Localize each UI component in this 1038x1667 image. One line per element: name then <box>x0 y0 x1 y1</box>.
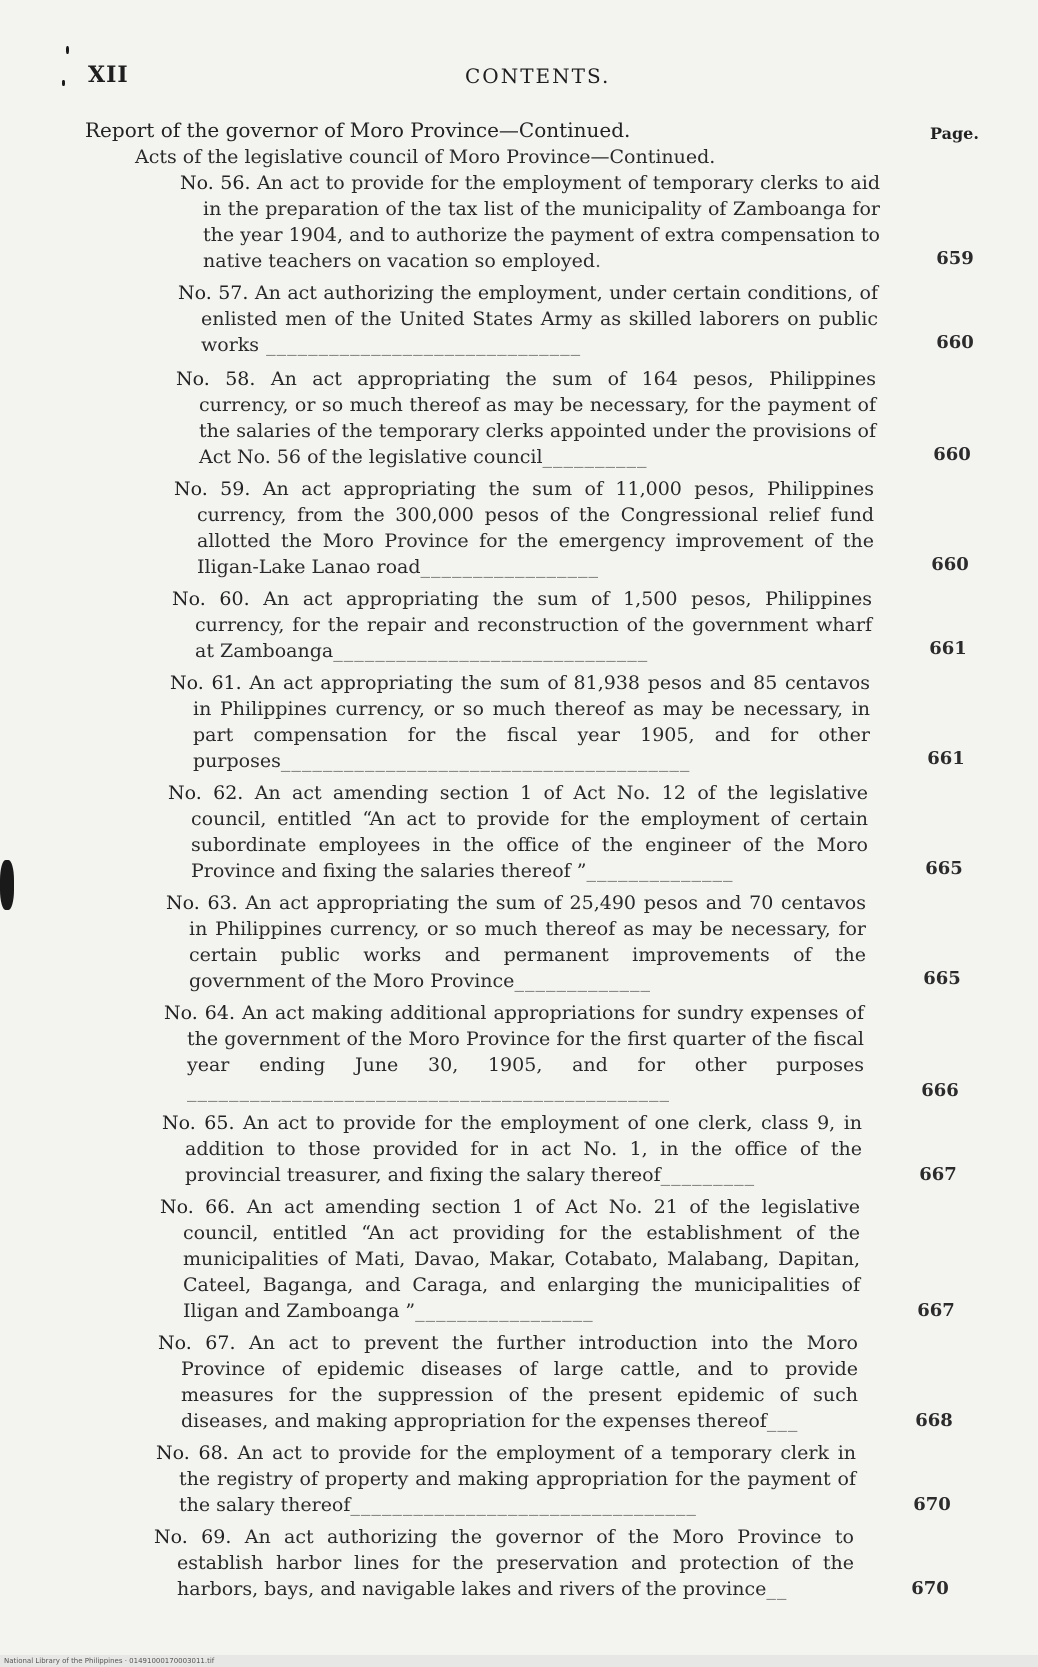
entry-number: No. 59. <box>174 478 251 500</box>
contents-entry <box>158 1330 858 1434</box>
dot-leader: __________ <box>542 446 648 468</box>
entry-text: An act appropriating the sum of 81,938 pesos and 85 centavos in Philippines currency, or so much thereof as may be necessary, in part compensation for the fiscal year 1905, and for other purposes <box>193 672 870 772</box>
entry-number: No. 63. <box>166 892 238 914</box>
entry-number: No. 61. <box>170 672 242 694</box>
entry-number: No. 66. <box>160 1196 236 1218</box>
section-title: Report of the governor of Moro Province—Continued. <box>85 118 631 142</box>
entry-text: An act appropriating the sum of 164 pesos, Philippines currency, or so much thereof as may be necessary, for the payment of the salaries of the temporary clerks appointed under the provisions of Act No. 56 of the legislative council <box>199 368 876 468</box>
entry-text: An act appropriating the sum of 1,500 pesos, Philippines currency, for the repair and reconstruction of the government wharf at Zamboanga <box>195 588 872 662</box>
entry-number: No. 64. <box>164 1002 235 1024</box>
entry-page: 665 <box>923 968 961 989</box>
entry-number: No. 60. <box>172 588 250 610</box>
contents-entry <box>168 780 868 884</box>
entry-text: An act to provide for the employment of a temporary clerk in the registry of property and making appropriation for the payment of the salary thereof <box>179 1442 857 1516</box>
dot-leader: __ <box>766 1578 788 1600</box>
contents-entry <box>172 586 872 664</box>
entry-page: 666 <box>921 1080 959 1101</box>
dot-leader: . <box>594 250 603 272</box>
entry-page: 660 <box>933 444 971 465</box>
contents-entry <box>164 1000 864 1104</box>
scan-speck <box>66 46 69 54</box>
dot-leader: ______________________________ <box>259 334 582 356</box>
entry-text: An act to prevent the further introduction into the Moro Province of epidemic diseases of large cattle, and to provide measures for the suppression of the present epidemic of such diseases, and making appropriation for the expenses thereof <box>181 1332 858 1432</box>
contents-entry <box>162 1110 862 1188</box>
dot-leader: ______________________________ <box>333 640 649 662</box>
entry-number: No. 65. <box>162 1112 235 1134</box>
entry-number: No. 58. <box>176 368 256 390</box>
dot-leader: _________________ <box>420 556 600 578</box>
subsection-title: Acts of the legislative council of Moro Province—Continued. <box>135 146 716 168</box>
entry-page: 667 <box>917 1300 955 1321</box>
entry-page: 668 <box>915 1410 953 1431</box>
running-head: CONTENTS. <box>465 64 611 88</box>
dot-leader: ___ <box>766 1410 799 1432</box>
dot-leader: _________________ <box>415 1300 594 1322</box>
entry-text: An act appropriating the sum of 11,000 pesos, Philippines currency, from the 300,000 pesos of the Congressional relief fund allotted the Moro Province for the emergency improvement of the Iligan-Lake Lanao road <box>197 478 874 578</box>
contents-entry <box>166 890 866 994</box>
page-header <box>80 58 980 98</box>
page-column-label: Page. <box>930 124 979 143</box>
contents-entry <box>156 1440 856 1518</box>
contents-entry <box>176 366 876 470</box>
entry-text: An act authorizing the employment, under certain conditions, of enlisted men of the United States Army as skilled laborers on public works <box>201 282 879 356</box>
contents-entry <box>160 1194 860 1324</box>
entry-text: An act to provide for the employment of one clerk, class 9, in addition to those provided for in act No. 1, in the office of the provincial treasurer, and fixing the salary thereof <box>185 1112 863 1186</box>
entry-number: No. 68. <box>156 1442 229 1464</box>
entry-page: 670 <box>913 1494 951 1515</box>
scan-speck <box>62 80 65 86</box>
dot-leader: ______________ <box>586 860 734 882</box>
dot-leader: _____________ <box>514 970 651 992</box>
entry-page: 665 <box>925 858 963 879</box>
entry-text: An act making additional appropriations for sundry expenses of the government of the Moro Province for the first quarter of the fiscal year ending June 30, 1905, and for other purposes <box>187 1002 864 1076</box>
contents-entry <box>174 476 874 580</box>
entry-number: No. 62. <box>168 782 244 804</box>
scan-source-strip: National Library of the Philippines · 01491000170003011.tif <box>0 1655 1038 1667</box>
entry-page: 661 <box>927 748 965 769</box>
entry-number: No. 56. <box>180 172 251 194</box>
entry-number: No. 69. <box>154 1526 232 1548</box>
contents-entry <box>170 670 870 774</box>
dot-leader: _______________________________________ <box>280 750 691 772</box>
page-number: XII <box>88 62 129 88</box>
dot-leader: _________ <box>660 1164 756 1186</box>
contents-entry <box>178 280 878 358</box>
entry-number: No. 67. <box>158 1332 236 1354</box>
entry-text: An act amending section 1 of Act No. 21 of the legislative council, entitled “An act providing for the establishment of the municipalities of Mati, Davao, Makar, Cotabato, Malabang, Dapitan, Cateel, Baganga, and Caraga, and enlarging the municipalities of Iligan and Zamboanga ” <box>183 1196 860 1322</box>
contents-entry <box>180 170 880 274</box>
entry-page: 661 <box>929 638 967 659</box>
entry-number: No. 57. <box>178 282 249 304</box>
entry-page: 659 <box>936 248 974 269</box>
entry-text: An act to provide for the employment of temporary clerks to aid in the preparation of the tax list of the municipality of Zamboanga for the year 1904, and to authorize the payment of extra compensation to native teachers on vacation so employed <box>203 172 880 272</box>
contents-entry <box>154 1524 854 1602</box>
entry-text: An act amending section 1 of Act No. 12 of the legislative council, entitled “An act to provide for the employment of certain subordinate employees in the office of the engineer of the Moro Province and fixing the salaries thereof ” <box>191 782 868 882</box>
dot-leader: _________________________________ <box>350 1494 697 1516</box>
entry-text: An act authorizing the governor of the Moro Province to establish harbor lines for the preservation and protection of the harbors, bays, and navigable lakes and rivers of the province <box>177 1526 854 1600</box>
entry-page: 660 <box>936 332 974 353</box>
entry-page: 660 <box>931 554 969 575</box>
entry-page: 670 <box>911 1578 949 1599</box>
entry-page: 667 <box>919 1164 957 1185</box>
scan-margin-mark <box>0 860 14 910</box>
dot-leader: ______________________________________________ <box>187 1080 670 1102</box>
entry-text: An act appropriating the sum of 25,490 pesos and 70 centavos in Philippines currency, or so much thereof as may be necessary, for certain public works and permanent improvements of the government of the Moro Province <box>189 892 866 992</box>
